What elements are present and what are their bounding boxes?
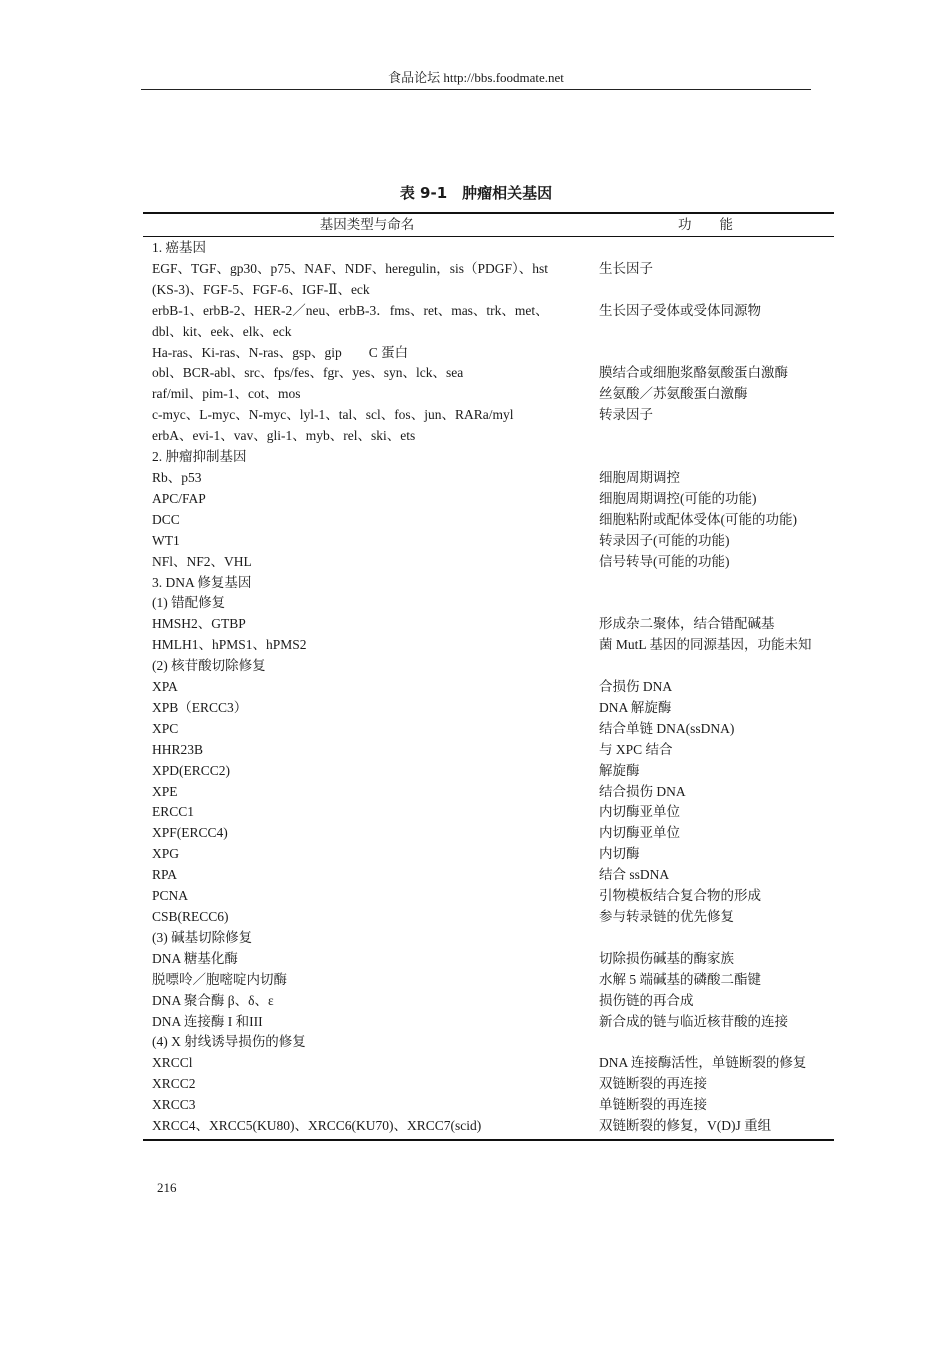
gene-cell: Ha-ras、Ki-ras、N-ras、gsp、gip C 蛋白 xyxy=(152,344,409,360)
gene-cell: HHR23B xyxy=(152,741,204,757)
category-label: (4) X 射线诱导损伤的修复 xyxy=(152,1034,306,1050)
table-row xyxy=(143,322,834,343)
category-label: 1. 癌基因 xyxy=(152,240,206,255)
column-header-function: 功能 xyxy=(678,217,761,232)
function-cell: 新合成的链与临近核苷酸的连接 xyxy=(599,1013,788,1029)
function-cell: 双链断裂的再连接 xyxy=(599,1076,707,1092)
table-row xyxy=(143,280,834,301)
function-cell: 单链断裂的再连接 xyxy=(599,1097,707,1113)
category-row xyxy=(143,573,834,594)
table-row xyxy=(143,1074,834,1095)
gene-cell: XPA xyxy=(152,679,178,695)
table-row xyxy=(143,907,834,928)
table-row xyxy=(143,489,834,510)
table-row xyxy=(143,1012,834,1033)
page-header xyxy=(141,69,811,90)
function-cell: 丝氨酸／苏氨酸蛋白激酶 xyxy=(599,386,748,402)
function-cell: 合损伤 DNA xyxy=(599,679,673,695)
header-text: 食品论坛 http://bbs.foodmate.net xyxy=(388,70,564,85)
function-cell: 切除损伤碱基的酶家族 xyxy=(599,950,734,966)
gene-cell: XPE xyxy=(152,783,178,799)
function-cell: 与 XPC 结合 xyxy=(599,741,673,757)
function-cell: 细胞周期调控 xyxy=(599,469,680,485)
column-header-gene: 基因类型与命名 xyxy=(319,217,415,232)
table-body xyxy=(143,237,834,1139)
gene-cell: ERCC1 xyxy=(152,804,195,820)
gene-cell: XRCC2 xyxy=(152,1076,196,1092)
gene-cell: (KS-3)、FGF-5、FGF-6、IGF-Ⅱ、eck xyxy=(152,281,370,297)
gene-cell: erbA、evi-1、vav、gli-1、myb、rel、ski、ets xyxy=(152,428,416,444)
table-row xyxy=(143,886,834,907)
gene-table xyxy=(143,212,834,1141)
category-row xyxy=(143,593,834,614)
table-row xyxy=(143,865,834,886)
table-row xyxy=(143,949,834,970)
table-row xyxy=(143,614,834,635)
category-label: 3. DNA 修复基因 xyxy=(152,574,252,590)
table-row xyxy=(143,677,834,698)
table-row xyxy=(143,384,834,405)
gene-cell: DNA 聚合酶 β、δ、ε xyxy=(152,992,274,1008)
category-label: (3) 碱基切除修复 xyxy=(152,929,253,945)
function-cell: 结合 ssDNA xyxy=(599,867,670,883)
table-row xyxy=(143,343,834,364)
table-row xyxy=(143,531,834,552)
gene-cell: NFl、NF2、VHL xyxy=(152,553,252,569)
gene-cell: XRCC4、XRCC5(KU80)、XRCC6(KU70)、XRCC7(scid) xyxy=(152,1118,482,1134)
gene-cell: RPA xyxy=(152,867,178,883)
category-row xyxy=(143,447,834,468)
function-cell: 菌 MutL 基因的同源基因，功能未知 xyxy=(599,637,812,653)
table-row xyxy=(143,823,834,844)
gene-cell: XPF(ERCC4) xyxy=(152,825,228,841)
table-row xyxy=(143,844,834,865)
gene-cell: obl、BCR-abl、src、fps/fes、fgr、yes、syn、lck、sea xyxy=(152,365,464,381)
gene-cell: 脱嘌呤／胞嘧啶内切酶 xyxy=(152,971,287,987)
function-cell: 损伤链的再合成 xyxy=(599,992,694,1008)
gene-cell: XPC xyxy=(152,720,179,736)
table-row xyxy=(143,991,834,1012)
function-cell: 转录因子(可能的功能) xyxy=(599,532,730,548)
gene-cell: DNA 糖基化酶 xyxy=(152,950,238,966)
gene-cell: APC/FAP xyxy=(152,490,206,506)
category-label: (1) 错配修复 xyxy=(152,595,226,611)
table-row xyxy=(143,802,834,823)
table-title: 表 9-1 肿瘤相关基因 xyxy=(399,184,553,202)
gene-cell: erbB-1、erbB-2、HER-2／neu、erbB-3．fms、ret、mas、trk、met、 xyxy=(152,302,549,318)
function-cell: 转录因子 xyxy=(599,407,653,423)
function-cell: 水解 5 端碱基的磷酸二酯键 xyxy=(599,971,761,987)
gene-cell: HMSH2、GTBP xyxy=(152,616,246,632)
function-cell: 细胞粘附或配体受体(可能的功能) xyxy=(599,511,797,527)
table-row xyxy=(143,719,834,740)
gene-cell: DCC xyxy=(152,511,180,527)
function-cell: 信号转导(可能的功能) xyxy=(599,553,730,569)
category-row xyxy=(143,238,834,259)
gene-cell: c-myc、L-myc、N-myc、lyl-1、tal、scl、fos、jun、RARa/myl xyxy=(152,407,514,423)
gene-cell: XPB（ERCC3） xyxy=(152,699,248,715)
function-cell: 细胞周期调控(可能的功能) xyxy=(599,490,757,506)
function-cell: 参与转录链的优先修复 xyxy=(599,909,734,924)
table-row xyxy=(143,426,834,447)
category-row xyxy=(143,656,834,677)
function-cell: 引物模板结合复合物的形成 xyxy=(599,888,761,904)
table-row xyxy=(143,1116,834,1137)
gene-cell: raf/mil、pim-1、cot、mos xyxy=(152,386,301,402)
function-cell: 双链断裂的修复，V(D)J 重组 xyxy=(599,1118,772,1134)
category-label: 2. 肿瘤抑制基因 xyxy=(152,449,247,465)
page-number: 216 xyxy=(157,1180,177,1195)
table-row xyxy=(143,761,834,782)
function-cell: 膜结合或细胞浆酪氨酸蛋白激酶 xyxy=(599,365,788,381)
function-cell: 内切酶亚单位 xyxy=(599,804,680,820)
function-cell: 结合损伤 DNA xyxy=(599,783,686,799)
table-row xyxy=(143,405,834,426)
table-header-row xyxy=(143,214,834,237)
function-cell: 生长因子 xyxy=(599,260,653,276)
gene-cell: EGF、TGF、gp30、p75、NAF、NDF、heregulin，sis（PDGF）、hst xyxy=(152,260,549,276)
category-label: (2) 核苷酸切除修复 xyxy=(152,658,266,674)
function-cell: DNA 连接酶活性，单链断裂的修复 xyxy=(599,1055,807,1071)
table-row xyxy=(143,970,834,991)
table-row xyxy=(143,552,834,573)
gene-cell: HMLH1、hPMS1、hPMS2 xyxy=(152,637,307,653)
table-row xyxy=(143,259,834,280)
table-row xyxy=(143,301,834,322)
table-row xyxy=(143,468,834,489)
gene-cell: Rb、p53 xyxy=(152,469,202,485)
category-row xyxy=(143,1032,834,1053)
table-row xyxy=(143,740,834,761)
function-cell: 形成杂二聚体，结合错配碱基 xyxy=(599,616,775,632)
table-row xyxy=(143,363,834,384)
table-row xyxy=(143,1053,834,1074)
function-cell: DNA 解旋酶 xyxy=(599,699,672,715)
function-cell: 内切酶 xyxy=(599,846,640,862)
table-row xyxy=(143,698,834,719)
gene-cell: XPG xyxy=(152,846,180,862)
gene-cell: DNA 连接酶 I 和III xyxy=(152,1013,263,1029)
gene-cell: XRCCl xyxy=(152,1055,193,1071)
category-row xyxy=(143,928,834,949)
table-row xyxy=(143,1095,834,1116)
table-row xyxy=(143,635,834,656)
function-cell: 生长因子受体或受体同源物 xyxy=(599,302,761,318)
gene-cell: dbl、kit、eek、elk、eck xyxy=(152,323,292,339)
function-cell: 解旋酶 xyxy=(599,762,640,778)
gene-cell: XRCC3 xyxy=(152,1097,196,1113)
function-cell: 结合单链 DNA(ssDNA) xyxy=(599,720,735,736)
gene-cell: CSB(RECC6) xyxy=(152,909,229,924)
function-cell: 内切酶亚单位 xyxy=(599,825,680,841)
table-row xyxy=(143,782,834,803)
gene-cell: WT1 xyxy=(152,532,180,548)
gene-cell: XPD(ERCC2) xyxy=(152,762,231,778)
gene-cell: PCNA xyxy=(152,888,189,904)
table-row xyxy=(143,510,834,531)
